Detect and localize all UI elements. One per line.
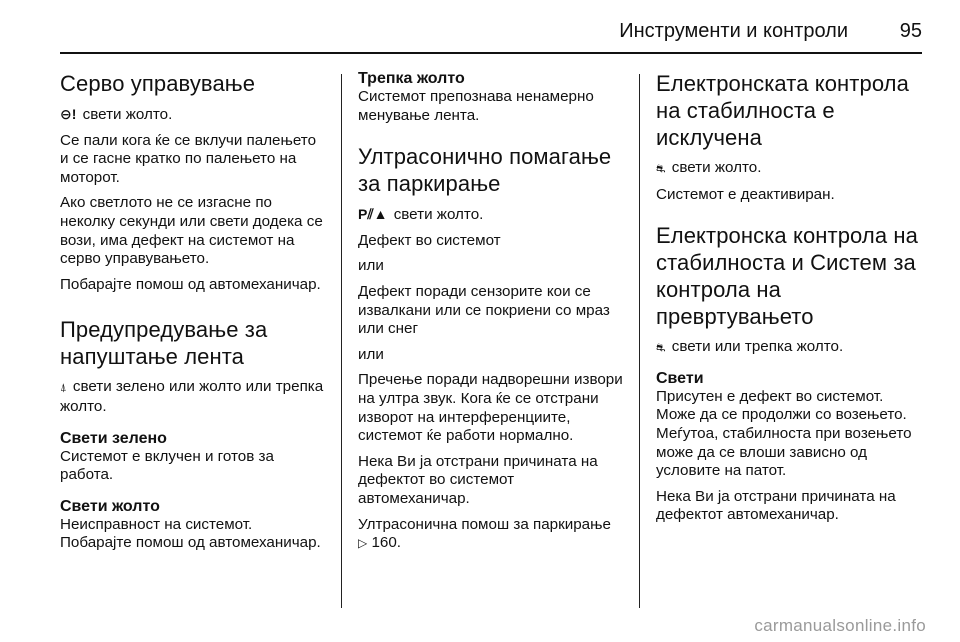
subheading: Свети [656,369,704,387]
section-heading: Серво управување [60,71,256,96]
header-title: Инструменти и контроли [619,20,848,42]
paragraph-text: свети жолто. [82,106,173,123]
page-header [0,0,960,54]
paragraph [358,516,624,553]
paragraph: Системот е вклучен и готов за работа. [60,447,274,484]
section-heading: Електронската контрола на стабилноста е исклучена [656,71,909,150]
esc-off-icon: ⛐ [656,163,666,175]
paragraph: Се пали кога ќе се вклучи палењето и се гасне кратко по палењето на моторот. [60,131,317,186]
paragraph: или [358,257,384,275]
paragraph [60,105,326,125]
paragraph: Дефект поради сензорите кои се извалкани или се покриени со мраз или снег [358,282,610,338]
paragraph: Пречење поради надворешни извори на ултра звук. Кога ќе се отстрани изворот на интерференциите, системот ќе работи нормално. [358,371,623,445]
paragraph: Нека Ви ја отстрани причината на дефектот автомеханичар. [656,487,896,524]
parking-assist-icon: P⫽▲ [358,206,388,223]
servo-warning-icon: ⊖! [60,106,77,122]
paragraph [656,159,922,179]
paragraph [656,338,922,358]
paragraph: Системот е деактивиран. [656,185,835,203]
paragraph-text: свети жолто. [671,159,762,176]
paragraph: Нека Ви ја отстрани причината на дефектот во системот автомеханичар. [358,452,598,507]
reference-arrow-icon[interactable]: ▷ [358,536,368,551]
page-reference[interactable]: 160. [371,534,402,552]
header-rule [60,52,922,54]
paragraph: Ако светлото не се изгасне по неколку секунди или свети додека се вози, има дефект на системот на серво управувањето. [60,194,323,268]
subheading: Свети зелено [60,429,167,447]
column-divider-2 [639,74,640,608]
subheading: Трепка жолто [358,70,465,87]
column-2 [358,70,624,563]
paragraph-text: свети или трепка жолто. [671,338,844,356]
page-number: 95 [899,20,922,42]
column-3 [656,70,922,535]
watermark: carmanualsonline.info [754,616,926,635]
paragraph: Дефект во системот [358,231,501,249]
paragraph: Побарајте помош од автомеханичар. [60,275,321,293]
paragraph [358,205,624,225]
lane-departure-icon: ⍋ [60,382,67,395]
section-heading: Предупредување за напуштање лента [60,317,268,370]
paragraph-text: свети зелено или жолто или трепка жолто. [60,378,324,415]
section-parking-assist [358,143,624,553]
paragraph: Системот препознава ненамерно менување лента. [358,88,594,124]
paragraph: или [358,345,384,363]
section-esc-off [656,70,922,204]
paragraph [60,378,326,416]
esc-icon: ⛐ [656,342,666,355]
section-heading: Електронска контрола на стабилноста и Систем за контрола на превртувањето [656,223,918,330]
paragraph-text: Ултрасонична помош за паркирање [358,515,611,533]
paragraph-text: свети жолто. [393,206,484,224]
section-lane-departure [60,316,326,553]
paragraph: Неисправност на системот. Побарајте помош од автомеханичар. [60,515,321,552]
section-heading: Ултрасонично помагање за паркирање [358,144,612,197]
subheading: Свети жолто [60,497,160,515]
column-1 [60,70,326,563]
column-divider-1 [341,74,342,608]
section-flashing-yellow [358,70,624,125]
section-power-steering [60,70,326,294]
paragraph: Присутен е дефект во системот. Може да се продолжи со возењето. Меѓутоа, стабилноста при возењето може да се влоши зависно од условите на патот. [656,387,912,480]
section-esc-rollover [656,222,922,525]
